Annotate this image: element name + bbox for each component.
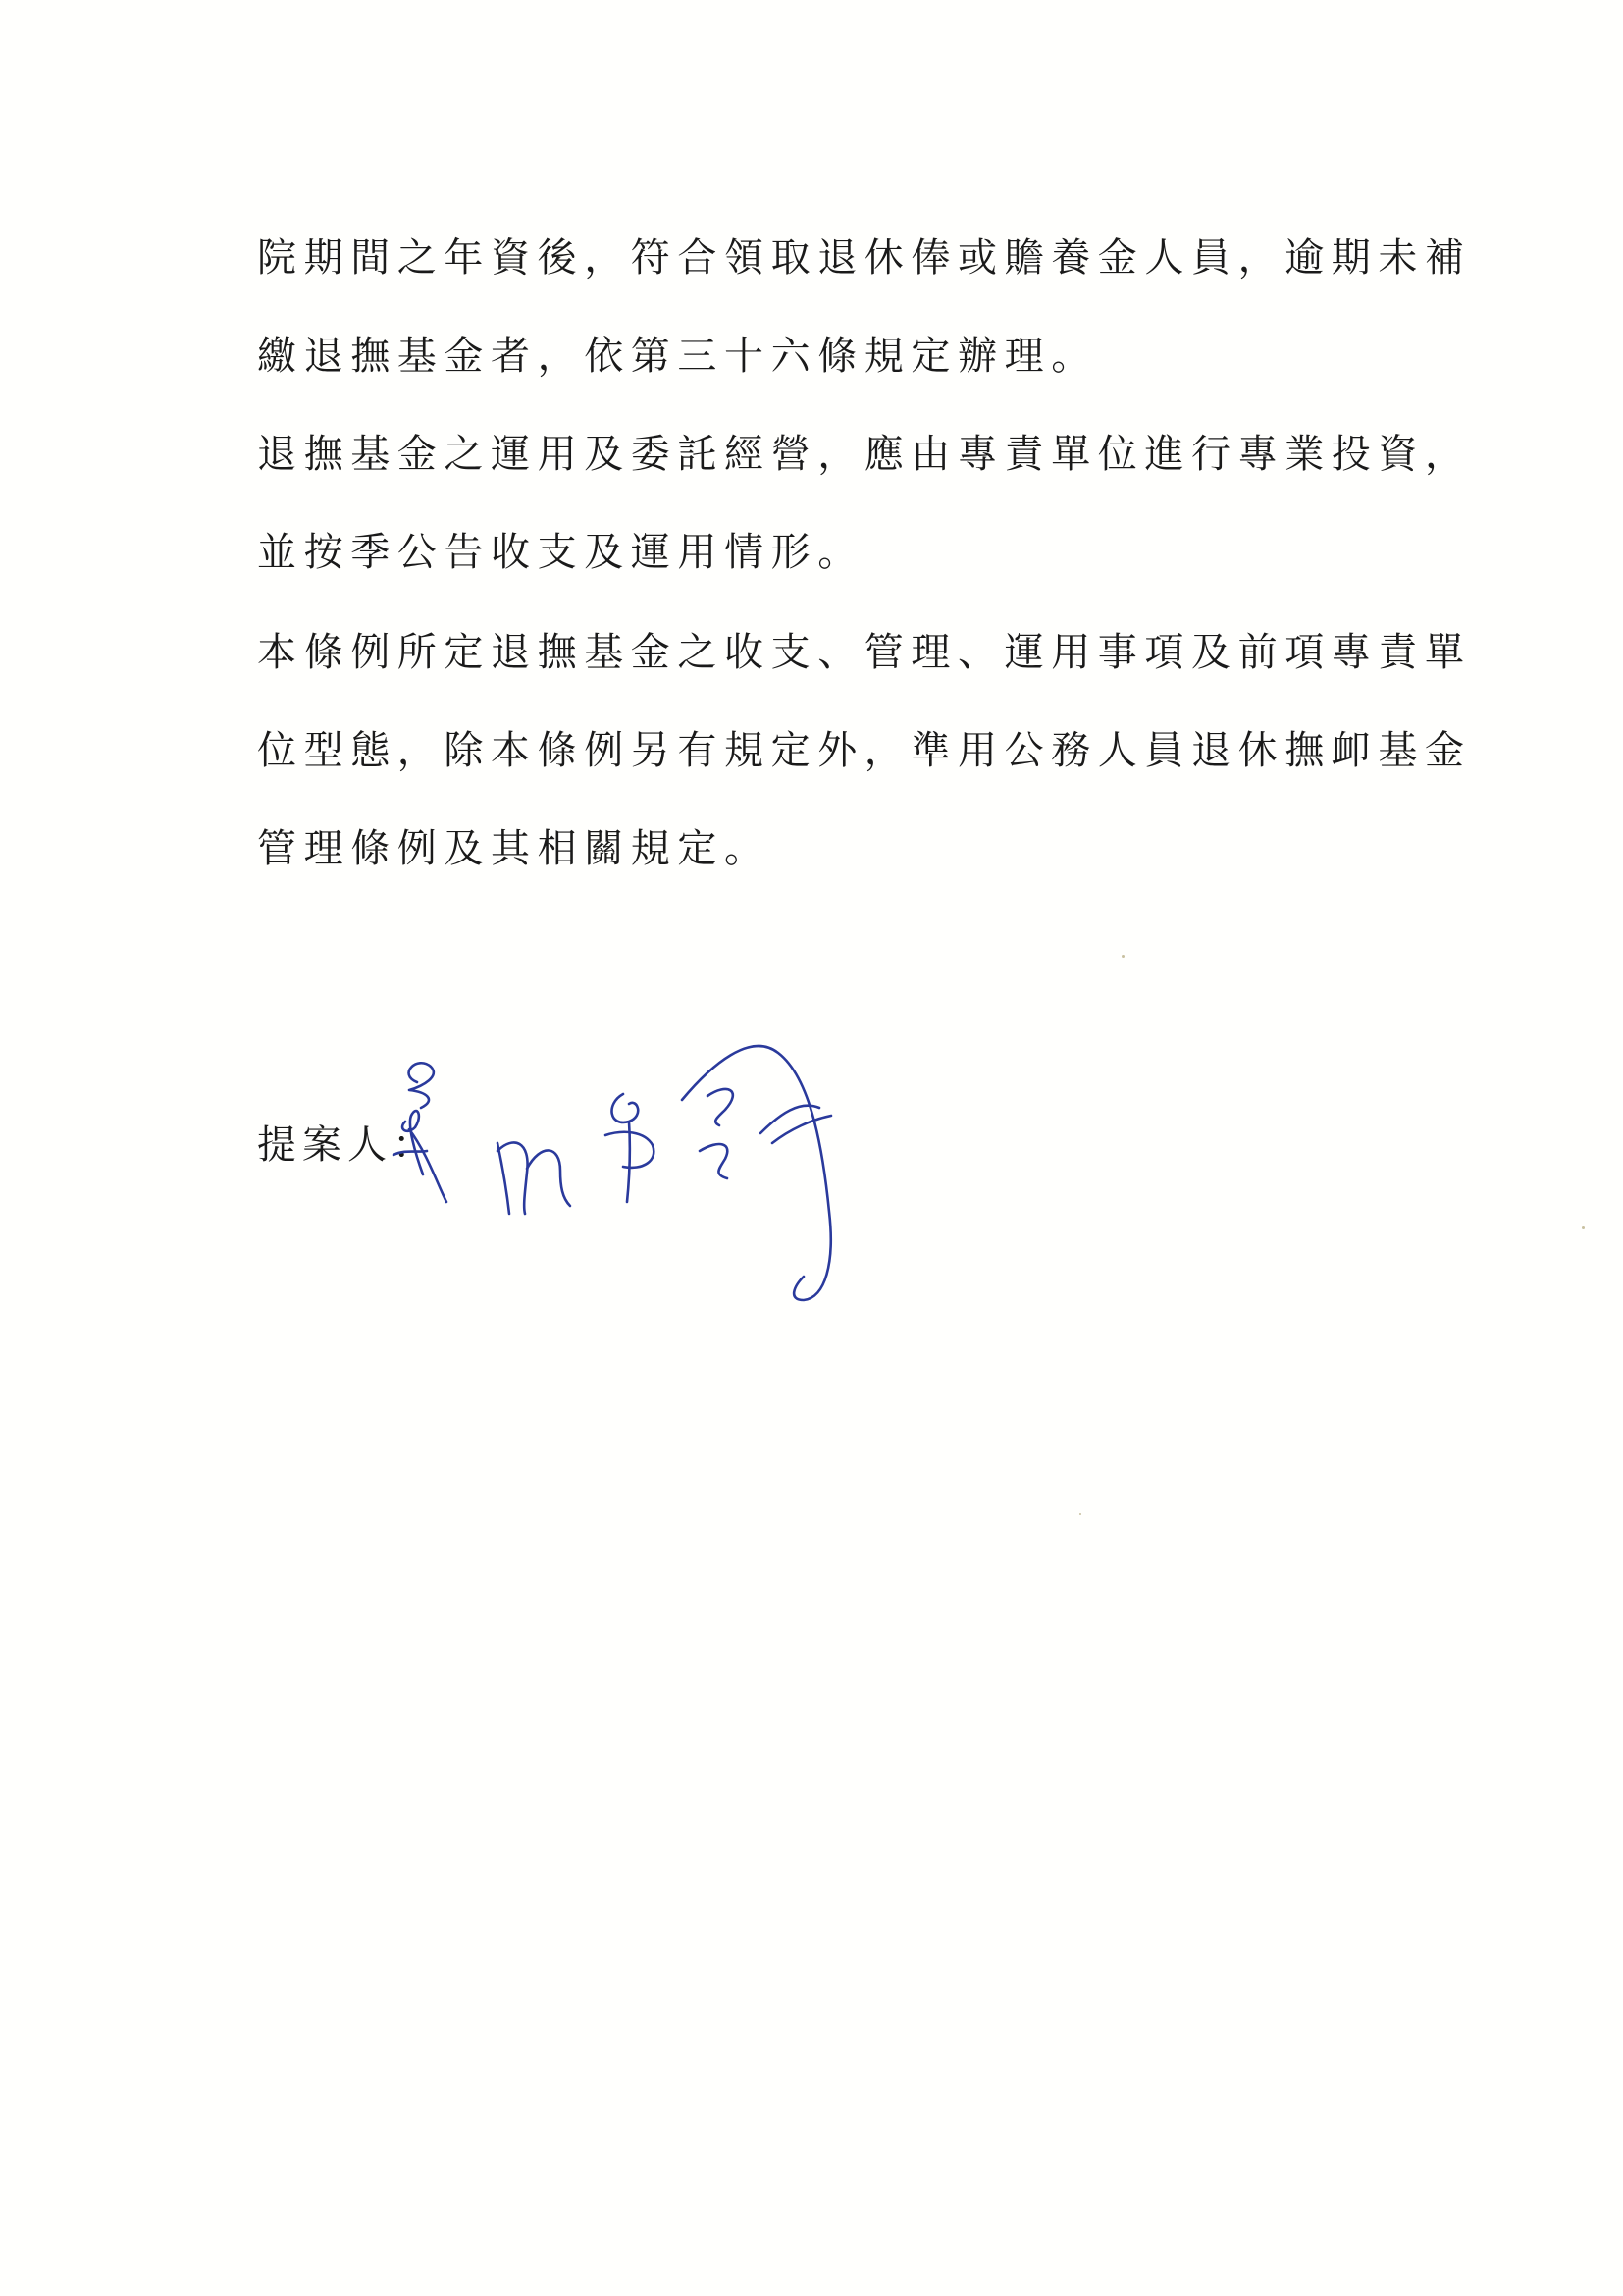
paragraph-line-2: 繳退撫基金者，依第三十六條規定辦理。 [257, 334, 1098, 379]
paper-speck [1582, 1226, 1585, 1229]
paragraph-line-7: 管理條例及其相關規定。 [257, 826, 771, 871]
handwritten-signature [388, 1006, 898, 1330]
proposer-label: 提案人： [257, 1122, 438, 1168]
paper-speck [1122, 955, 1125, 958]
paragraph-line-6: 位型態，除本條例另有規定外，準用公務人員退休撫卹基金 [257, 728, 1472, 773]
paragraph-line-3: 退撫基金之運用及委託經營，應由專責單位進行專業投資， [257, 432, 1472, 477]
paragraph-line-4: 並按季公告收支及運用情形。 [257, 530, 864, 575]
paper-speck [1079, 1513, 1081, 1515]
paragraph-line-1: 院期間之年資後，符合領取退休俸或贍養金人員，逾期未補 [257, 235, 1472, 281]
paragraph-line-5: 本條例所定退撫基金之收支、管理、運用事項及前項專責單 [257, 630, 1472, 675]
